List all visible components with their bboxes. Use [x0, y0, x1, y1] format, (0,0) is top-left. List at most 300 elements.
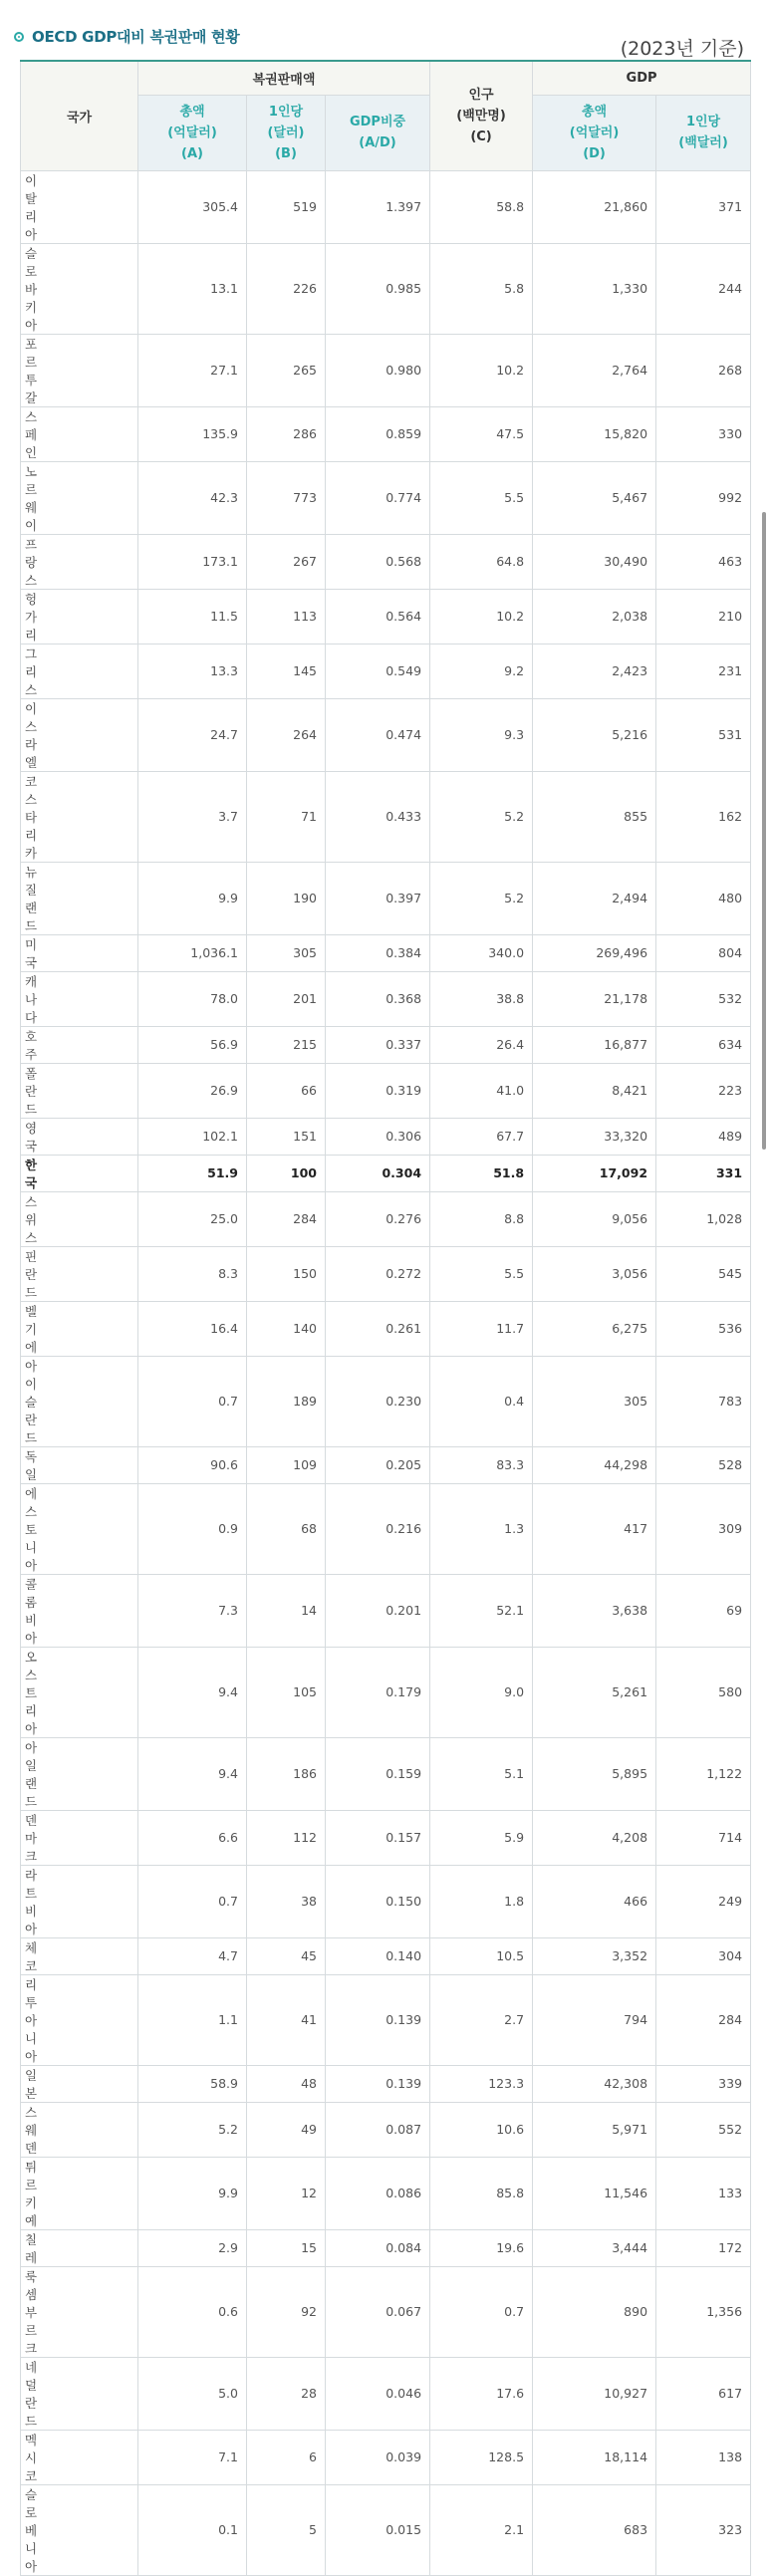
cell-lottery-ratio: 0.368	[326, 971, 430, 1026]
table-row	[21, 2157, 751, 2229]
cell-lottery-total: 4.7	[138, 1937, 247, 1974]
cell-gdp-total: 683	[533, 2484, 656, 2575]
cell-lottery-total: 26.9	[138, 1063, 247, 1118]
cell-lottery-total: 6.6	[138, 1810, 247, 1865]
cell-lottery-percap: 41	[247, 1974, 326, 2065]
cell-lottery-total: 5.2	[138, 2102, 247, 2157]
cell-lottery-percap: 66	[247, 1063, 326, 1118]
cell-population: 8.8	[430, 1191, 533, 1246]
cell-lottery-percap: 5	[247, 2484, 326, 2575]
cell-gdp-percap: 330	[656, 406, 751, 461]
header-lottery-percap-line2: (달러)	[267, 125, 305, 140]
cell-lottery-total: 0.1	[138, 2484, 247, 2575]
cell-country: 캐나다	[21, 971, 138, 1026]
cell-gdp-total: 33,320	[533, 1118, 656, 1155]
cell-lottery-percap: 284	[247, 1191, 326, 1246]
cell-country: 핀란드	[21, 1246, 138, 1301]
cell-country: 폴란드	[21, 1063, 138, 1118]
cell-gdp-percap: 1,122	[656, 1737, 751, 1810]
cell-gdp-total: 30,490	[533, 534, 656, 589]
cell-country: 뉴질랜드	[21, 862, 138, 934]
cell-population: 2.7	[430, 1974, 533, 2065]
header-gdp-total	[533, 95, 656, 170]
cell-gdp-total: 269,496	[533, 934, 656, 971]
cell-country: 리투아니아	[21, 1974, 138, 2065]
cell-lottery-percap: 151	[247, 1118, 326, 1155]
cell-population: 5.8	[430, 243, 533, 334]
cell-lottery-total: 90.6	[138, 1446, 247, 1483]
cell-lottery-percap: 112	[247, 1810, 326, 1865]
cell-country: 아이슬란드	[21, 1356, 138, 1446]
cell-gdp-total: 305	[533, 1356, 656, 1446]
cell-lottery-ratio: 0.397	[326, 862, 430, 934]
cell-gdp-total: 5,467	[533, 461, 656, 534]
table-row	[21, 1574, 751, 1647]
cell-gdp-percap: 804	[656, 934, 751, 971]
cell-country: 오스트리아	[21, 1647, 138, 1737]
cell-lottery-percap: 28	[247, 2357, 326, 2430]
cell-country: 라트비아	[21, 1865, 138, 1937]
cell-gdp-total: 890	[533, 2266, 656, 2357]
cell-lottery-total: 9.4	[138, 1737, 247, 1810]
cell-gdp-total: 417	[533, 1483, 656, 1574]
cell-lottery-percap: 100	[247, 1155, 326, 1191]
cell-population: 64.8	[430, 534, 533, 589]
cell-gdp-total: 5,971	[533, 2102, 656, 2157]
reference-year: (2023년 기준)	[620, 38, 744, 60]
table-row	[21, 1246, 751, 1301]
cell-lottery-ratio: 0.564	[326, 589, 430, 644]
cell-gdp-percap: 714	[656, 1810, 751, 1865]
cell-gdp-total: 17,092	[533, 1155, 656, 1191]
cell-country: 스페인	[21, 406, 138, 461]
cell-gdp-percap: 304	[656, 1937, 751, 1974]
cell-population: 58.8	[430, 170, 533, 243]
cell-lottery-total: 0.9	[138, 1483, 247, 1574]
table-row	[21, 1865, 751, 1937]
table-row	[21, 170, 751, 243]
cell-gdp-percap: 323	[656, 2484, 751, 2575]
cell-gdp-percap: 249	[656, 1865, 751, 1937]
cell-country: 독일	[21, 1446, 138, 1483]
cell-country: 튀르키예	[21, 2157, 138, 2229]
table-row	[21, 1974, 751, 2065]
cell-lottery-ratio: 0.774	[326, 461, 430, 534]
cell-lottery-percap: 14	[247, 1574, 326, 1647]
cell-gdp-total: 3,056	[533, 1246, 656, 1301]
cell-lottery-total: 102.1	[138, 1118, 247, 1155]
cell-lottery-ratio: 0.084	[326, 2229, 430, 2266]
table-row	[21, 461, 751, 534]
cell-gdp-percap: 617	[656, 2357, 751, 2430]
cell-lottery-total: 56.9	[138, 1026, 247, 1063]
cell-lottery-percap: 226	[247, 243, 326, 334]
cell-gdp-percap: 244	[656, 243, 751, 334]
cell-population: 10.5	[430, 1937, 533, 1974]
cell-population: 52.1	[430, 1574, 533, 1647]
cell-gdp-percap: 210	[656, 589, 751, 644]
cell-gdp-total: 3,444	[533, 2229, 656, 2266]
table-row	[21, 243, 751, 334]
cell-gdp-percap: 532	[656, 971, 751, 1026]
cell-lottery-percap: 92	[247, 2266, 326, 2357]
cell-country: 스위스	[21, 1191, 138, 1246]
cell-lottery-total: 1.1	[138, 1974, 247, 2065]
title-row	[14, 26, 239, 47]
cell-lottery-ratio: 0.276	[326, 1191, 430, 1246]
table-row	[21, 2357, 751, 2430]
table-row	[21, 534, 751, 589]
cell-country: 일본	[21, 2065, 138, 2102]
header-population-line3: (C)	[470, 129, 492, 144]
cell-country: 한국	[21, 1155, 138, 1191]
table-row	[21, 698, 751, 771]
cell-lottery-percap: 140	[247, 1301, 326, 1356]
cell-country: 노르웨이	[21, 461, 138, 534]
cell-lottery-percap: 150	[247, 1246, 326, 1301]
cell-gdp-percap: 783	[656, 1356, 751, 1446]
cell-lottery-total: 9.9	[138, 2157, 247, 2229]
cell-lottery-ratio: 0.433	[326, 771, 430, 862]
cell-gdp-total: 4,208	[533, 1810, 656, 1865]
cell-population: 5.2	[430, 771, 533, 862]
cell-gdp-percap: 309	[656, 1483, 751, 1574]
table-row	[21, 1483, 751, 1574]
header-lottery-ratio-line1: GDP비중	[349, 115, 406, 129]
cell-gdp-total: 2,494	[533, 862, 656, 934]
cell-lottery-percap: 190	[247, 862, 326, 934]
cell-population: 41.0	[430, 1063, 533, 1118]
cell-lottery-total: 78.0	[138, 971, 247, 1026]
table-row	[21, 644, 751, 698]
table-row	[21, 934, 751, 971]
cell-gdp-percap: 1,028	[656, 1191, 751, 1246]
cell-gdp-percap: 580	[656, 1647, 751, 1737]
table-row	[21, 589, 751, 644]
cell-country: 영국	[21, 1118, 138, 1155]
cell-country: 슬로바키아	[21, 243, 138, 334]
cell-lottery-percap: 12	[247, 2157, 326, 2229]
cell-lottery-ratio: 0.150	[326, 1865, 430, 1937]
header-lottery-percap	[247, 95, 326, 170]
cell-lottery-ratio: 0.319	[326, 1063, 430, 1118]
cell-gdp-percap: 284	[656, 1974, 751, 2065]
cell-population: 19.6	[430, 2229, 533, 2266]
cell-lottery-total: 3.7	[138, 771, 247, 862]
cell-population: 0.4	[430, 1356, 533, 1446]
table-row	[21, 1301, 751, 1356]
cell-population: 0.7	[430, 2266, 533, 2357]
cell-gdp-percap: 69	[656, 1574, 751, 1647]
cell-lottery-ratio: 0.139	[326, 1974, 430, 2065]
cell-lottery-ratio: 0.304	[326, 1155, 430, 1191]
cell-lottery-ratio: 0.549	[326, 644, 430, 698]
cell-lottery-percap: 71	[247, 771, 326, 862]
cell-lottery-ratio: 0.985	[326, 243, 430, 334]
cell-lottery-ratio: 0.230	[326, 1356, 430, 1446]
cell-lottery-percap: 286	[247, 406, 326, 461]
cell-lottery-percap: 201	[247, 971, 326, 1026]
cell-country: 체코	[21, 1937, 138, 1974]
cell-lottery-total: 51.9	[138, 1155, 247, 1191]
cell-gdp-total: 466	[533, 1865, 656, 1937]
cell-gdp-total: 42,308	[533, 2065, 656, 2102]
table-row	[21, 2266, 751, 2357]
cell-gdp-percap: 268	[656, 334, 751, 406]
cell-gdp-total: 1,330	[533, 243, 656, 334]
cell-gdp-total: 11,546	[533, 2157, 656, 2229]
cell-population: 51.8	[430, 1155, 533, 1191]
cell-lottery-total: 0.6	[138, 2266, 247, 2357]
header-population-line1: 인구	[468, 87, 494, 103]
cell-lottery-percap: 267	[247, 534, 326, 589]
cell-gdp-percap: 223	[656, 1063, 751, 1118]
table-row	[21, 2484, 751, 2575]
cell-lottery-ratio: 0.039	[326, 2430, 430, 2484]
cell-country: 포르투갈	[21, 334, 138, 406]
cell-gdp-total: 5,261	[533, 1647, 656, 1737]
cell-gdp-total: 18,114	[533, 2430, 656, 2484]
cell-gdp-total: 8,421	[533, 1063, 656, 1118]
table-row	[21, 406, 751, 461]
cell-gdp-total: 5,895	[533, 1737, 656, 1810]
cell-country: 아일랜드	[21, 1737, 138, 1810]
cell-gdp-total: 3,638	[533, 1574, 656, 1647]
cell-lottery-percap: 265	[247, 334, 326, 406]
table-row	[21, 2430, 751, 2484]
cell-lottery-total: 9.4	[138, 1647, 247, 1737]
table-row	[21, 1737, 751, 1810]
header-gdp-group: GDP	[533, 61, 751, 95]
cell-lottery-percap: 264	[247, 698, 326, 771]
cell-lottery-total: 16.4	[138, 1301, 247, 1356]
cell-lottery-percap: 105	[247, 1647, 326, 1737]
cell-population: 47.5	[430, 406, 533, 461]
cell-population: 1.8	[430, 1865, 533, 1937]
cell-population: 1.3	[430, 1483, 533, 1574]
cell-gdp-percap: 231	[656, 644, 751, 698]
cell-population: 17.6	[430, 2357, 533, 2430]
table-row	[21, 971, 751, 1026]
cell-lottery-ratio: 0.067	[326, 2266, 430, 2357]
cell-lottery-percap: 186	[247, 1737, 326, 1810]
cell-lottery-percap: 68	[247, 1483, 326, 1574]
cell-lottery-ratio: 0.157	[326, 1810, 430, 1865]
cell-lottery-ratio: 0.261	[326, 1301, 430, 1356]
header-lottery-percap-line1: 1인당	[268, 104, 304, 120]
cell-gdp-percap: 463	[656, 534, 751, 589]
cell-gdp-total: 21,178	[533, 971, 656, 1026]
cell-population: 10.2	[430, 334, 533, 406]
cell-gdp-percap: 371	[656, 170, 751, 243]
table-row	[21, 1063, 751, 1118]
table-row	[21, 2229, 751, 2266]
header-lottery-total-line1: 총액	[179, 104, 205, 120]
cell-lottery-percap: 773	[247, 461, 326, 534]
header-lottery-group: 복권판매액	[138, 61, 430, 95]
cell-lottery-ratio: 0.980	[326, 334, 430, 406]
cell-gdp-percap: 480	[656, 862, 751, 934]
cell-population: 128.5	[430, 2430, 533, 2484]
cell-lottery-ratio: 0.272	[326, 1246, 430, 1301]
cell-population: 83.3	[430, 1446, 533, 1483]
cell-gdp-percap: 331	[656, 1155, 751, 1191]
cell-country: 벨기에	[21, 1301, 138, 1356]
cell-gdp-percap: 489	[656, 1118, 751, 1155]
cell-gdp-total: 10,927	[533, 2357, 656, 2430]
cell-lottery-ratio: 0.179	[326, 1647, 430, 1737]
cell-country: 이탈리아	[21, 170, 138, 243]
cell-lottery-total: 2.9	[138, 2229, 247, 2266]
cell-lottery-total: 5.0	[138, 2357, 247, 2430]
cell-gdp-percap: 138	[656, 2430, 751, 2484]
cell-population: 38.8	[430, 971, 533, 1026]
cell-gdp-total: 5,216	[533, 698, 656, 771]
cell-country: 멕시코	[21, 2430, 138, 2484]
table-row	[21, 1937, 751, 1974]
cell-lottery-ratio: 0.337	[326, 1026, 430, 1063]
cell-lottery-total: 24.7	[138, 698, 247, 771]
cell-gdp-total: 9,056	[533, 1191, 656, 1246]
scrollbar[interactable]	[762, 512, 766, 1150]
cell-country: 호주	[21, 1026, 138, 1063]
table-row	[21, 862, 751, 934]
cell-country: 그리스	[21, 644, 138, 698]
table-row	[21, 771, 751, 862]
table-row	[21, 1810, 751, 1865]
cell-gdp-percap: 992	[656, 461, 751, 534]
bullet-circle-icon	[14, 32, 24, 42]
cell-gdp-total: 3,352	[533, 1937, 656, 1974]
header-lottery-total	[138, 95, 247, 170]
cell-population: 9.3	[430, 698, 533, 771]
cell-lottery-total: 9.9	[138, 862, 247, 934]
cell-gdp-total: 44,298	[533, 1446, 656, 1483]
cell-country: 콜롬비아	[21, 1574, 138, 1647]
cell-lottery-ratio: 0.139	[326, 2065, 430, 2102]
cell-lottery-total: 27.1	[138, 334, 247, 406]
cell-gdp-percap: 552	[656, 2102, 751, 2157]
cell-lottery-total: 1,036.1	[138, 934, 247, 971]
cell-lottery-percap: 15	[247, 2229, 326, 2266]
cell-population: 9.2	[430, 644, 533, 698]
table-row	[21, 1647, 751, 1737]
cell-lottery-total: 173.1	[138, 534, 247, 589]
cell-population: 123.3	[430, 2065, 533, 2102]
cell-population: 5.5	[430, 1246, 533, 1301]
cell-lottery-total: 25.0	[138, 1191, 247, 1246]
table-row	[21, 2102, 751, 2157]
cell-gdp-total: 16,877	[533, 1026, 656, 1063]
cell-population: 5.1	[430, 1737, 533, 1810]
cell-lottery-ratio: 0.859	[326, 406, 430, 461]
header-lottery-ratio-line2: (A/D)	[359, 135, 396, 150]
cell-lottery-percap: 6	[247, 2430, 326, 2484]
cell-lottery-total: 8.3	[138, 1246, 247, 1301]
cell-gdp-total: 2,764	[533, 334, 656, 406]
table-row	[21, 1026, 751, 1063]
cell-lottery-ratio: 0.384	[326, 934, 430, 971]
cell-lottery-percap: 48	[247, 2065, 326, 2102]
cell-lottery-total: 305.4	[138, 170, 247, 243]
cell-population: 11.7	[430, 1301, 533, 1356]
cell-lottery-ratio: 0.086	[326, 2157, 430, 2229]
cell-lottery-ratio: 0.216	[326, 1483, 430, 1574]
cell-gdp-total: 855	[533, 771, 656, 862]
cell-population: 85.8	[430, 2157, 533, 2229]
table-row	[21, 1356, 751, 1446]
header-gdp-total-line2: (억달러)	[569, 125, 620, 140]
table-row	[21, 1118, 751, 1155]
cell-country: 헝가리	[21, 589, 138, 644]
cell-gdp-percap: 536	[656, 1301, 751, 1356]
cell-lottery-ratio: 0.015	[326, 2484, 430, 2575]
header-gdp-total-line3: (D)	[583, 145, 606, 161]
header-population	[430, 61, 533, 170]
cell-lottery-total: 13.1	[138, 243, 247, 334]
cell-lottery-percap: 305	[247, 934, 326, 971]
cell-gdp-percap: 172	[656, 2229, 751, 2266]
cell-country: 프랑스	[21, 534, 138, 589]
cell-country: 이스라엘	[21, 698, 138, 771]
table-row	[21, 2065, 751, 2102]
cell-country: 덴마크	[21, 1810, 138, 1865]
cell-country: 에스토니아	[21, 1483, 138, 1574]
cell-population: 10.2	[430, 589, 533, 644]
cell-population: 10.6	[430, 2102, 533, 2157]
cell-population: 340.0	[430, 934, 533, 971]
cell-lottery-percap: 38	[247, 1865, 326, 1937]
cell-lottery-percap: 215	[247, 1026, 326, 1063]
header-country: 국가	[21, 61, 138, 170]
cell-gdp-total: 2,038	[533, 589, 656, 644]
page-title: OECD GDP대비 복권판매 현황	[32, 28, 240, 46]
lottery-gdp-table	[20, 60, 751, 2576]
cell-lottery-ratio: 0.568	[326, 534, 430, 589]
header-lottery-ratio	[326, 95, 430, 170]
cell-country: 미국	[21, 934, 138, 971]
cell-country: 칠레	[21, 2229, 138, 2266]
cell-lottery-ratio: 0.046	[326, 2357, 430, 2430]
header-gdp-percap	[656, 95, 751, 170]
cell-population: 5.5	[430, 461, 533, 534]
cell-lottery-total: 58.9	[138, 2065, 247, 2102]
cell-lottery-ratio: 0.474	[326, 698, 430, 771]
cell-gdp-percap: 1,356	[656, 2266, 751, 2357]
table-row	[21, 1191, 751, 1246]
cell-gdp-percap: 339	[656, 2065, 751, 2102]
cell-lottery-total: 135.9	[138, 406, 247, 461]
cell-population: 5.2	[430, 862, 533, 934]
cell-gdp-percap: 634	[656, 1026, 751, 1063]
header-population-line2: (백만명)	[456, 108, 506, 124]
cell-gdp-percap: 528	[656, 1446, 751, 1483]
cell-gdp-percap: 162	[656, 771, 751, 862]
cell-gdp-total: 2,423	[533, 644, 656, 698]
cell-lottery-total: 0.7	[138, 1865, 247, 1937]
cell-country: 룩셈부르크	[21, 2266, 138, 2357]
header-gdp-percap-line2: (백달러)	[678, 135, 728, 150]
cell-population: 2.1	[430, 2484, 533, 2575]
table-row	[21, 1446, 751, 1483]
cell-gdp-total: 21,860	[533, 170, 656, 243]
table-body	[21, 170, 751, 2575]
cell-lottery-ratio: 0.306	[326, 1118, 430, 1155]
cell-gdp-percap: 545	[656, 1246, 751, 1301]
cell-population: 9.0	[430, 1647, 533, 1737]
header-lottery-total-line3: (A)	[181, 145, 203, 161]
cell-gdp-total: 15,820	[533, 406, 656, 461]
